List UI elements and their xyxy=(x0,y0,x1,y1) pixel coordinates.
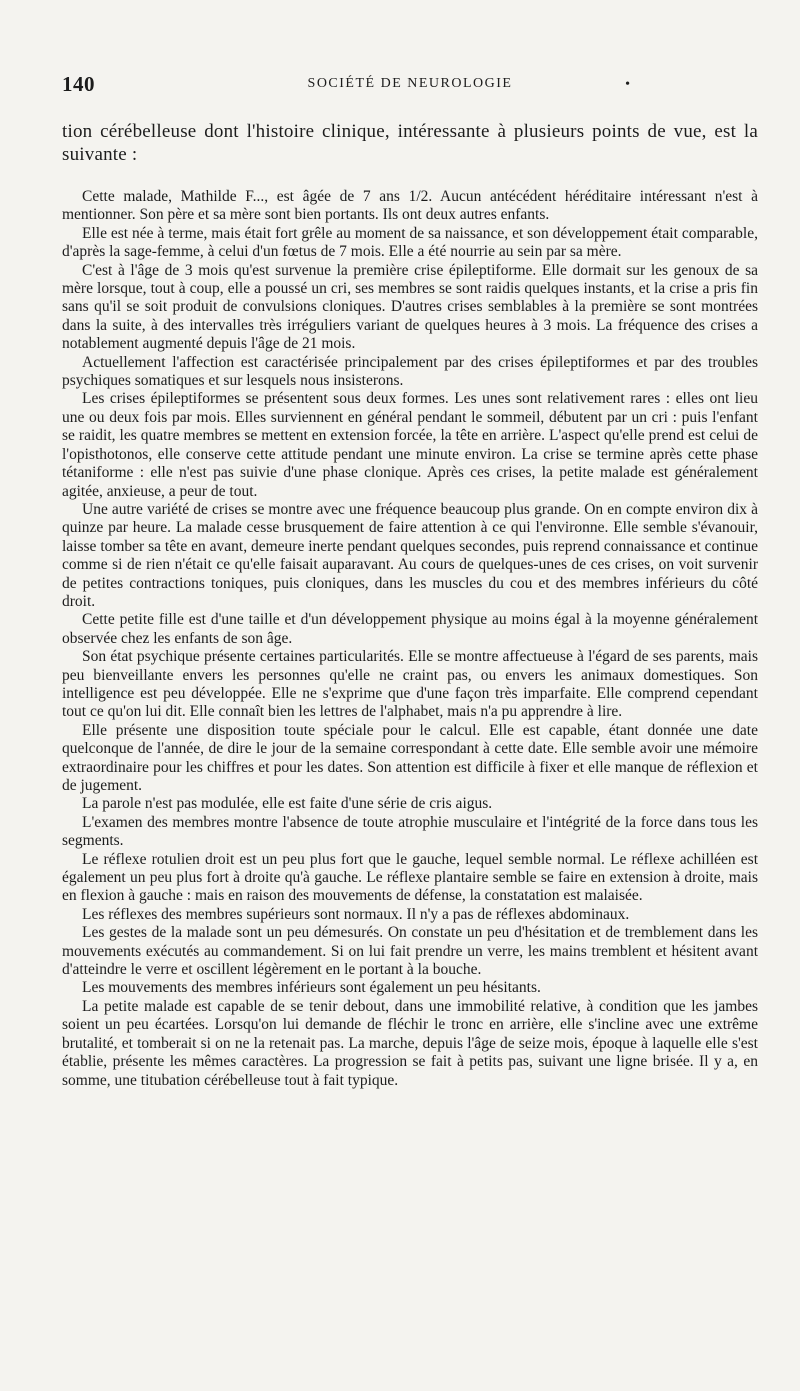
journal-title: SOCIÉTÉ DE NEUROLOGIE xyxy=(307,76,513,91)
paragraph: Cette petite fille est d'une taille et d'un développement physique au moins égal à la moyenne généralement observée chez les enfants de son âge. xyxy=(62,611,758,647)
paragraph: Son état psychique présente certaines particularités. Elle se montre affectueuse à l'égard de ses parents, mais peu bienveillante envers les personnes qu'elle ne craint pas, ou envers les animaux domestiques. Son intelligence est peu développée. Elle ne s'exprime que d'une façon très imparfaite. Elle comprend cependant tout ce qu'on lui dit. Elle connaît bien les lettres de l'alphabet, mais n'a pu apprendre à lire. xyxy=(62,648,758,721)
paragraph: Elle présente une disposition toute spéciale pour le calcul. Elle est capable, étant donnée une date quelconque de l'année, de dire le jour de la semaine correspondant à cette date. Elle semble avoir une mémoire extraordinaire pour les chiffres et pour les dates. Son attention est difficile à fixer et elle manque de réflexion et de jugement. xyxy=(62,721,758,794)
paragraph: Le réflexe rotulien droit est un peu plus fort que le gauche, lequel semble normal. Le réflexe achilléen est également un peu plus fort à droite qu'à gauche. Le réflexe plantaire semble se faire en extension à droite, mais en flexion à gauche : mais en raison des mouvements de défense, la constatation est malaisée. xyxy=(62,850,758,905)
paragraph: Actuellement l'affection est caractérisée principalement par des crises épileptiformes et par des troubles psychiques somatiques et sur lesquels nous insisterons. xyxy=(62,353,758,390)
paragraph: Les réflexes des membres supérieurs sont normaux. Il n'y a pas de réflexes abdominaux. xyxy=(82,905,630,923)
paragraph: La parole n'est pas modulée, elle est faite d'une série de cris aigus. xyxy=(82,795,493,813)
page-number: 140 xyxy=(62,72,95,96)
paragraph: Les mouvements des membres inférieurs sont également un peu hésitants. xyxy=(82,979,541,997)
paragraph: C'est à l'âge de 3 mois qu'est survenue la première crise épileptiforme. Elle dormait sur les genoux de sa mère lorsque, tout à coup, elle a poussé un cri, ses membres se sont raidis quelques instants, et la crise a pris fin sans qu'il se soit produit de convulsions cloniques. D'autres crises semblables à la première se sont montrées dans la suite, à des intervalles très irréguliers variant de quelques heures à 3 mois. La fréquence des crises a notablement augmenté depuis l'âge de 21 mois. xyxy=(62,261,758,353)
paragraph: Les crises épileptiformes se présentent sous deux formes. Les unes sont relativement rares : elles ont lieu une ou deux fois par mois. Elles surviennent en général pendant le sommeil, débutent par un cri : puis l'enfant se raidit, les quatre membres se mettent en extension forcée, la tête en arrière. L'aspect qu'elle prend est celui de l'opisthotonos, elle conserve cette attitude pendant une minute environ. La crise se termine après cette phase tétaniforme : elle n'est pas suivie d'une phase clonique. Après ces crises, la petite malade est généralement agitée, anxieuse, a peur de tout. xyxy=(62,390,758,500)
paragraph: Elle est née à terme, mais était fort grêle au moment de sa naissance, et son développement était comparable, d'après la sage-femme, à celui d'un fœtus de 7 mois. Elle a été nourrie au sein par sa mère. xyxy=(62,224,758,261)
intro-paragraph: tion cérébelleuse dont l'histoire clinique, intéressante à plusieurs points de vue, est la suivante : xyxy=(62,121,758,165)
paragraph: Cette malade, Mathilde F..., est âgée de 7 ans 1/2. Aucun antécédent héréditaire intéressant n'est à mentionner. Son père et sa mère sont bien portants. Ils ont deux autres enfants. xyxy=(62,188,758,224)
header-ornament: • xyxy=(625,77,630,92)
paragraph: La petite malade est capable de se tenir debout, dans une immobilité relative, à condition que les jambes soient un peu écartées. Lorsqu'on lui demande de fléchir le tronc en arrière, elle s'incline avec une extrême brutalité, et tomberait si on ne la retenait pas. La marche, depuis l'âge de seize mois, époque à laquelle elle s'est établie, présente les mêmes caractères. La progression se fait à petits pas, suivant une ligne brisée. Il y a, en somme, une titubation cérébelleuse tout à fait typique. xyxy=(62,997,758,1089)
body-text xyxy=(62,188,758,1090)
running-head xyxy=(62,72,758,102)
paragraph: Les gestes de la malade sont un peu démesurés. On constate un peu d'hésitation et de tremblement dans les mouvements exécutés au commandement. Si on lui fait prendre un verre, les mains tremblent et hésitent avant d'atteindre le verre et oscillent légèrement en le portant à la bouche. xyxy=(62,924,758,979)
paragraph: Une autre variété de crises se montre avec une fréquence beaucoup plus grande. On en compte environ dix à quinze par heure. La malade cesse brusquement de faire attention à ce qui l'environne. Elle semble s'évanouir, laisse tomber sa tête en avant, demeure inerte pendant quelques secondes, puis reprend connaissance et continue comme si de rien n'était ce qu'elle faisait auparavant. Au cours de quelques-unes de ces crises, on voit survenir de petites contractions toniques, puis cloniques, dans les muscles du cou et des membres inférieurs du côté droit. xyxy=(62,500,758,610)
paragraph: L'examen des membres montre l'absence de toute atrophie musculaire et l'intégrité de la force dans tous les segments. xyxy=(62,813,758,850)
